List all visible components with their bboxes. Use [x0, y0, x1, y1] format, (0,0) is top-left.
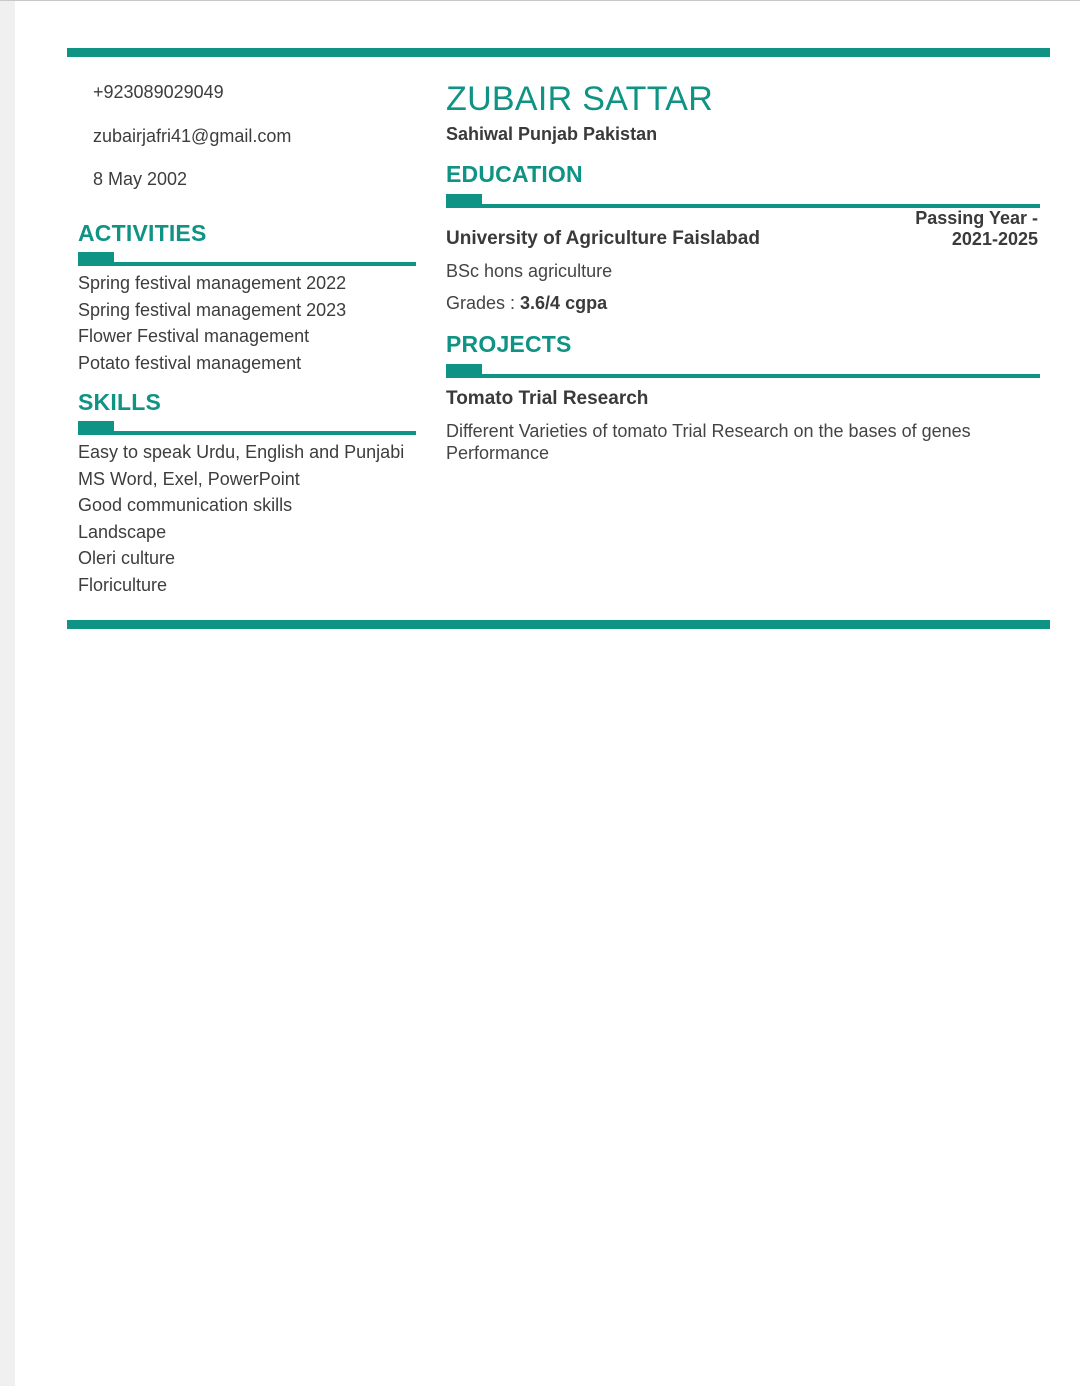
contact-dob: 8 May 2002 — [93, 169, 188, 189]
education-heading: EDUCATION — [446, 161, 583, 187]
candidate-location: Sahiwal Punjab Pakistan — [446, 124, 658, 144]
passing-year-value: 2021-2025 — [951, 229, 1038, 249]
skill-item: Good communication skills — [78, 495, 293, 515]
skills-divider — [78, 421, 416, 435]
skills-list — [78, 439, 404, 598]
education-divider — [446, 194, 1040, 208]
page-margin-strip — [0, 1, 15, 1386]
activity-item: Spring festival management 2023 — [78, 299, 347, 320]
activities-heading: ACTIVITIES — [78, 220, 207, 246]
header-accent-bar — [67, 48, 1050, 57]
activity-item: Potato festival management — [78, 352, 302, 373]
contact-phone: +923089029049 — [93, 82, 224, 102]
divider-accent-block — [78, 252, 114, 266]
education-degree: BSc hons agriculture — [446, 261, 613, 281]
candidate-name: ZUBAIR SATTAR — [446, 80, 714, 118]
window-top-border — [0, 0, 1080, 1]
contact-email: zubairjafri41@gmail.com — [93, 126, 292, 146]
skill-item: MS Word, Exel, PowerPoint — [78, 468, 300, 489]
divider-line — [78, 262, 416, 266]
grades-label: Grades : — [446, 293, 521, 313]
divider-line — [78, 431, 416, 435]
projects-heading: PROJECTS — [446, 331, 572, 357]
skill-item: Easy to speak Urdu, English and Punjabi — [78, 442, 405, 462]
divider-accent-block — [446, 194, 482, 208]
education-passing-year — [915, 208, 1038, 250]
divider-accent-block — [446, 364, 482, 378]
divider-line — [446, 374, 1040, 378]
skill-item: Landscape — [78, 521, 167, 542]
skill-item: Floriculture — [78, 574, 168, 595]
passing-year-label: Passing Year - — [915, 208, 1038, 228]
grades-value: 3.6/4 cgpa — [520, 293, 608, 313]
project-title: Tomato Trial Research — [446, 388, 649, 409]
divider-accent-block — [78, 421, 114, 435]
activities-list — [78, 270, 346, 376]
footer-accent-bar — [67, 620, 1050, 629]
skill-item: Oleri culture — [78, 548, 176, 568]
activity-item: Flower Festival management — [78, 326, 310, 346]
activities-divider — [78, 252, 416, 266]
activity-item: Spring festival management 2022 — [78, 273, 347, 293]
education-grades — [446, 293, 607, 314]
skills-heading: SKILLS — [78, 389, 161, 415]
project-description: Different Varieties of tomato Trial Research on the bases of genes Performance — [446, 421, 971, 463]
projects-divider — [446, 364, 1040, 378]
education-school: University of Agriculture Faislabad — [446, 228, 760, 249]
